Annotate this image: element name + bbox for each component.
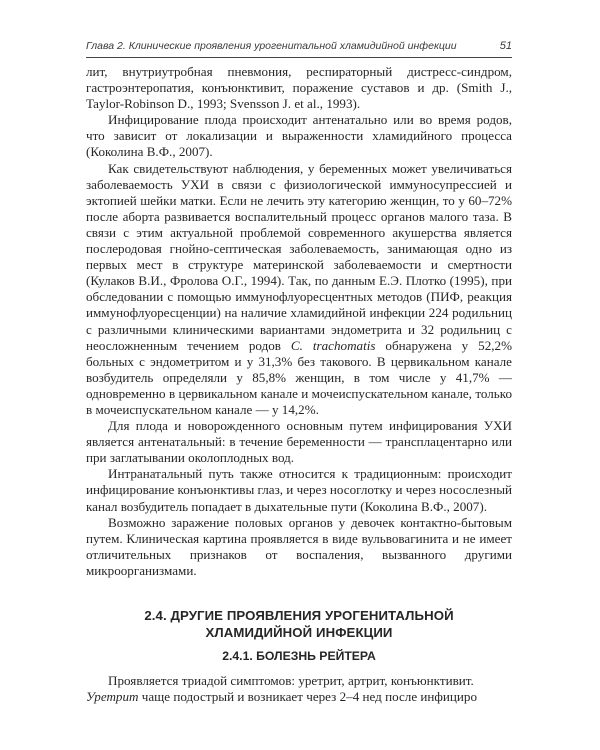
paragraph-7: Проявляется триадой симптомов: уретрит, артрит, конъюнктивит.	[108, 673, 474, 688]
term-urethritis: Уретрит	[86, 689, 139, 705]
body-text	[86, 64, 512, 705]
paragraph-3	[86, 161, 512, 419]
paragraph-3-part-a: Как свидетельствуют наблюдения, у беременных может увеличиваться заболеваемость УХИ в связи с физиологической иммуносупрессией и эктопией шейки матки. Если не лечить эту категорию женщин, то у 60–72% после аборта развивается воспалительный процесс органов малого таза. В связи с этим актуальной проблемой современного акушерства является послеродовая гнойно-септическая заболеваемость, занимающая одно из первых мест в структуре материнской заболеваемости и смертности (Кулаков В.И., Фролова О.Г., 1994). Так, по данным Е.Э. Плотко (1995), при обследовании с помощью иммунофлуоресцентных методов (ПИФ, реакция иммунофлуоресценции) на наличие хламидийной инфекции 224 родильниц с различными клиническими вариантами эндометрита и 32 родильниц с неосложненным течением родов	[86, 160, 512, 353]
paragraph-1: лит, внутриутробная пневмония, респираторный дистресс-синдром, гастроэнтеропатия, конъюнктивит, поражение суставов и др. (Smith J., Taylor-Robinson D., 1993; Svensson J. et al., 1993).	[86, 64, 512, 112]
chapter-title: Глава 2. Клинические проявления урогенитальной хламидийной инфекции	[86, 40, 457, 52]
section-heading-line-2: ХЛАМИДИЙНОЙ ИНФЕКЦИИ	[205, 625, 393, 640]
page	[86, 40, 512, 705]
paragraph-4: Для плода и новорожденного основным путем инфицирования УХИ является антенатальный: в течение беременности — трансплацентарно или при заглатывании околоплодных вод.	[86, 418, 512, 466]
running-header	[86, 40, 512, 57]
paragraph-8	[86, 689, 512, 705]
paragraph-8-rest: чаще подострый и возникает через 2–4 нед после инфициро	[138, 689, 478, 705]
paragraph-5: Интранатальный путь также относится к традиционным: происходит инфицирование конъюнктивы глаз, и через носоглотку и через носослезный канал возбудитель попадает в дыхательные пути (Коколина В.Ф., 2007).	[86, 466, 513, 514]
paragraph-3-part-b: обнаружена у 52,2% больных с эндометритом и у 31,3% без такового. В цервикальном канале возбудитель определяли у 85,8% женщин, в том числе у 41,7% — одновременно в цервикальном канале и мочеиспускательном канале, только в мочеиспускательном канале — у 14,2%.	[86, 337, 512, 417]
header-rule	[86, 57, 512, 58]
species-name: C. trachomatis	[290, 337, 376, 353]
paragraph-2: Инфицирование плода происходит антенатально или во время родов, что зависит от локализации и выраженности хламидийного процесса (Коколина В.Ф., 2007).	[86, 112, 512, 160]
section-heading	[86, 607, 512, 641]
page-number: 51	[499, 40, 512, 52]
paragraph-6: Возможно заражение половых органов у девочек контактно-бытовым путем. Клиническая картина проявляется в виде вульвовагинита и не имеет отличительных признаков от воспаления, вызванного другими микроорганизмами.	[86, 514, 512, 578]
section-heading-line-1: 2.4. ДРУГИЕ ПРОЯВЛЕНИЯ УРОГЕНИТАЛЬНОЙ	[144, 608, 454, 623]
subsection-heading: 2.4.1. БОЛЕЗНЬ РЕЙТЕРА	[222, 649, 376, 663]
